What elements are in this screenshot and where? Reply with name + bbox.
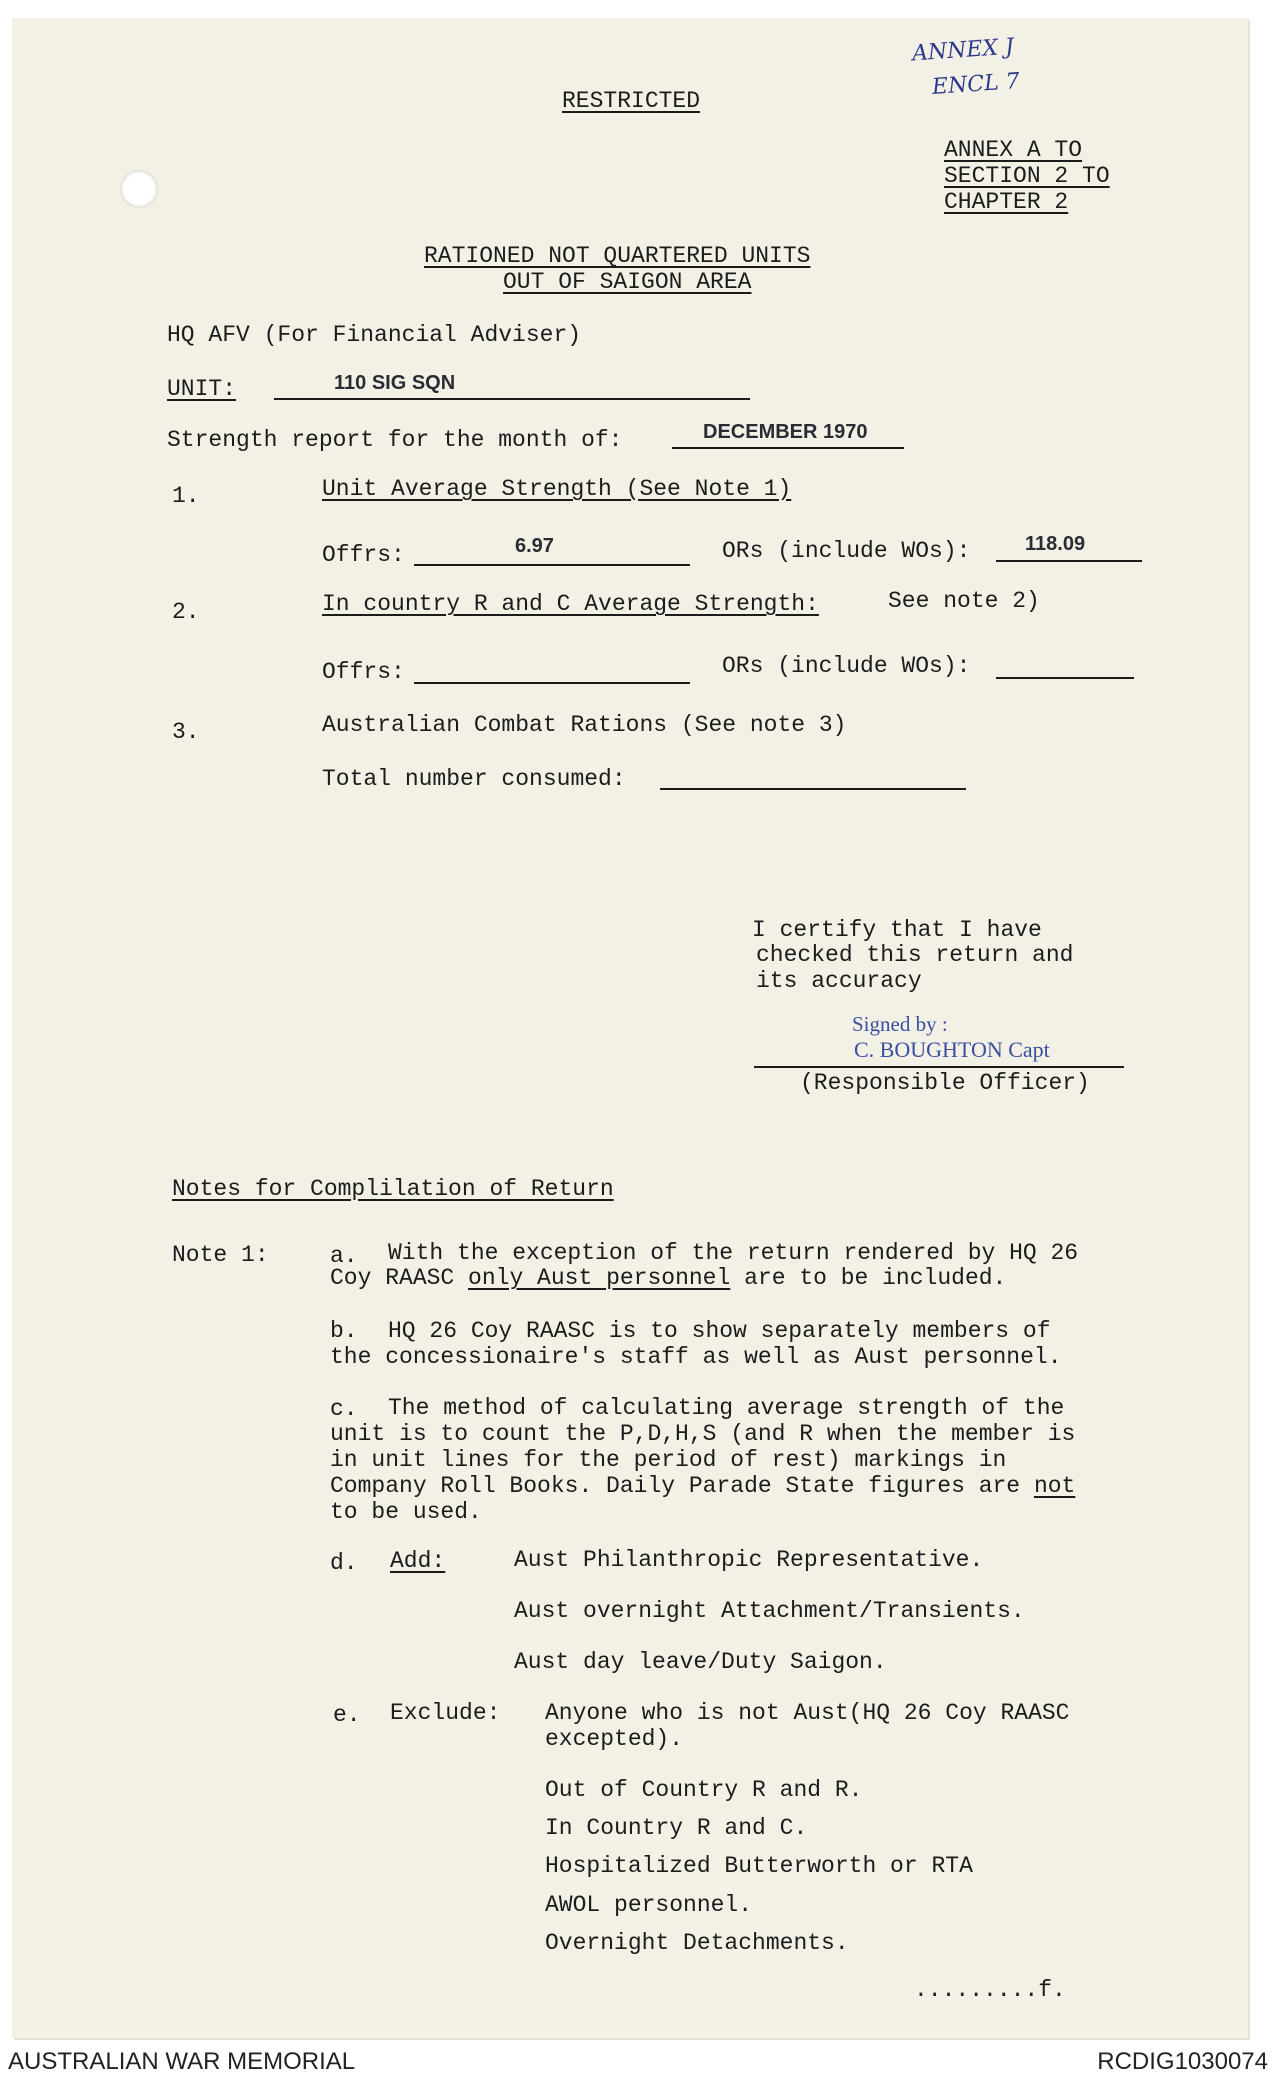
item-2-label: In country R and C Average Strength: — [322, 591, 819, 617]
continuation-mark: .........f. — [914, 1977, 1066, 2003]
note-b-label: b. — [330, 1318, 358, 1344]
item-2-number: 2. — [172, 599, 200, 625]
punch-hole — [120, 170, 158, 208]
certification-line-3: its accuracy — [756, 968, 922, 994]
note-1-label: Note 1: — [172, 1242, 269, 1268]
note-c-line-2: unit is to count the P,D,H,S (and R when the member is — [330, 1421, 1076, 1447]
note-c-label: c. — [330, 1396, 358, 1422]
addressee: HQ AFV (For Financial Adviser) — [167, 322, 582, 348]
item-3-number: 3. — [172, 719, 200, 745]
annex-ref-line-3: CHAPTER 2 — [944, 189, 1069, 215]
title-line-2: OUT OF SAIGON AREA — [503, 269, 752, 295]
item-1-offrs-line — [414, 564, 690, 566]
note-a-label: a. — [330, 1243, 358, 1269]
classification: RESTRICTED — [562, 88, 701, 114]
item-1-ors-line — [996, 560, 1142, 562]
note-a-line-1: With the exception of the return rendered by HQ 26 — [388, 1240, 1079, 1266]
note-a-line-2-underlined: only Aust personnel — [468, 1265, 731, 1291]
note-c-line-4 — [330, 1473, 1075, 1499]
footer-record-id: RCDIG1030074 — [1097, 2048, 1268, 2075]
annex-ref-line-1: ANNEX A TO — [944, 137, 1083, 163]
note-c-line-5: to be used. — [330, 1499, 482, 1525]
unit-value: 110 SIG SQN — [334, 372, 456, 394]
item-3-total-line — [660, 788, 966, 790]
note-e-item-3: Hospitalized Butterworth or RTA — [545, 1853, 973, 1879]
note-b-line-1: HQ 26 Coy RAASC is to show separately members of — [388, 1318, 1051, 1344]
notes-heading: Notes for Complilation of Return — [172, 1176, 614, 1202]
item-2-offrs-label: Offrs: — [322, 659, 405, 685]
unit-field-line — [274, 398, 750, 400]
note-d-item-1: Aust Philanthropic Representative. — [514, 1547, 984, 1573]
note-a-line-2-pre: Coy RAASC — [330, 1265, 455, 1291]
note-c-line-4-pre: Company Roll Books. Daily Parade State figures are — [330, 1473, 1021, 1499]
item-3-total-label: Total number consumed: — [322, 766, 626, 792]
item-2-offrs-line — [414, 682, 690, 684]
item-3-label: Australian Combat Rations (See note 3) — [322, 712, 847, 738]
handwritten-annex: ANNEX J — [911, 34, 1015, 67]
annex-ref-line-2: SECTION 2 TO — [944, 163, 1110, 189]
item-1-offrs-label: Offrs: — [322, 542, 405, 568]
note-c-line-4-underlined: not — [1033, 1473, 1076, 1499]
unit-label: UNIT: — [167, 376, 237, 402]
certification-line-1: I certify that I have — [752, 917, 1042, 943]
note-e-first-line-2: excepted). — [545, 1726, 684, 1752]
signatory-stamp: C. BOUGHTON Capt — [854, 1037, 1050, 1062]
signed-by-stamp: Signed by : — [852, 1012, 948, 1036]
item-2-ors-label: ORs (include WOs): — [722, 653, 971, 679]
certification-line-2: checked this return and — [756, 942, 1074, 968]
note-e-title: Exclude: — [390, 1700, 501, 1726]
title-line-1: RATIONED NOT QUARTERED UNITS — [424, 243, 811, 269]
note-e-item-1: Out of Country R and R. — [545, 1777, 863, 1803]
item-2-ors-line — [996, 677, 1134, 679]
item-1-number: 1. — [172, 483, 200, 509]
note-c-line-1: The method of calculating average strength of the — [388, 1395, 1065, 1421]
note-d-item-3: Aust day leave/Duty Saigon. — [514, 1649, 887, 1675]
month-label: Strength report for the month of: — [167, 427, 623, 453]
signature-line — [754, 1066, 1124, 1068]
note-e-item-2: In Country R and C. — [545, 1815, 808, 1841]
month-field-line — [672, 447, 904, 449]
item-1-ors-label: ORs (include WOs): — [722, 538, 971, 564]
note-b-line-2: the concessionaire's staff as well as Aust personnel. — [330, 1344, 1062, 1370]
note-e-item-4: AWOL personnel. — [545, 1892, 753, 1918]
note-d-item-2: Aust overnight Attachment/Transients. — [514, 1598, 1025, 1624]
item-1-label: Unit Average Strength (See Note 1) — [322, 476, 792, 502]
note-e-label: e. — [333, 1702, 361, 1728]
month-value: DECEMBER 1970 — [703, 421, 868, 443]
note-e-item-5: Overnight Detachments. — [545, 1930, 849, 1956]
note-a-line-2 — [330, 1265, 1006, 1291]
note-e-first-line-1: Anyone who is not Aust(HQ 26 Coy RAASC — [545, 1700, 1070, 1726]
footer-archive-name: AUSTRALIAN WAR MEMORIAL — [8, 2048, 356, 2075]
signatory-role: (Responsible Officer) — [800, 1070, 1090, 1096]
item-2-note: See note 2) — [888, 588, 1040, 614]
note-a-line-2-post: are to be included. — [744, 1265, 1007, 1291]
note-c-line-3: in unit lines for the period of rest) markings in — [330, 1447, 1007, 1473]
item-1-ors-value: 118.09 — [1025, 533, 1086, 555]
item-1-offrs-value: 6.97 — [515, 535, 554, 557]
note-d-label: d. — [330, 1550, 358, 1576]
handwritten-encl: ENCL 7 — [931, 68, 1021, 101]
note-d-title: Add: — [390, 1548, 446, 1574]
